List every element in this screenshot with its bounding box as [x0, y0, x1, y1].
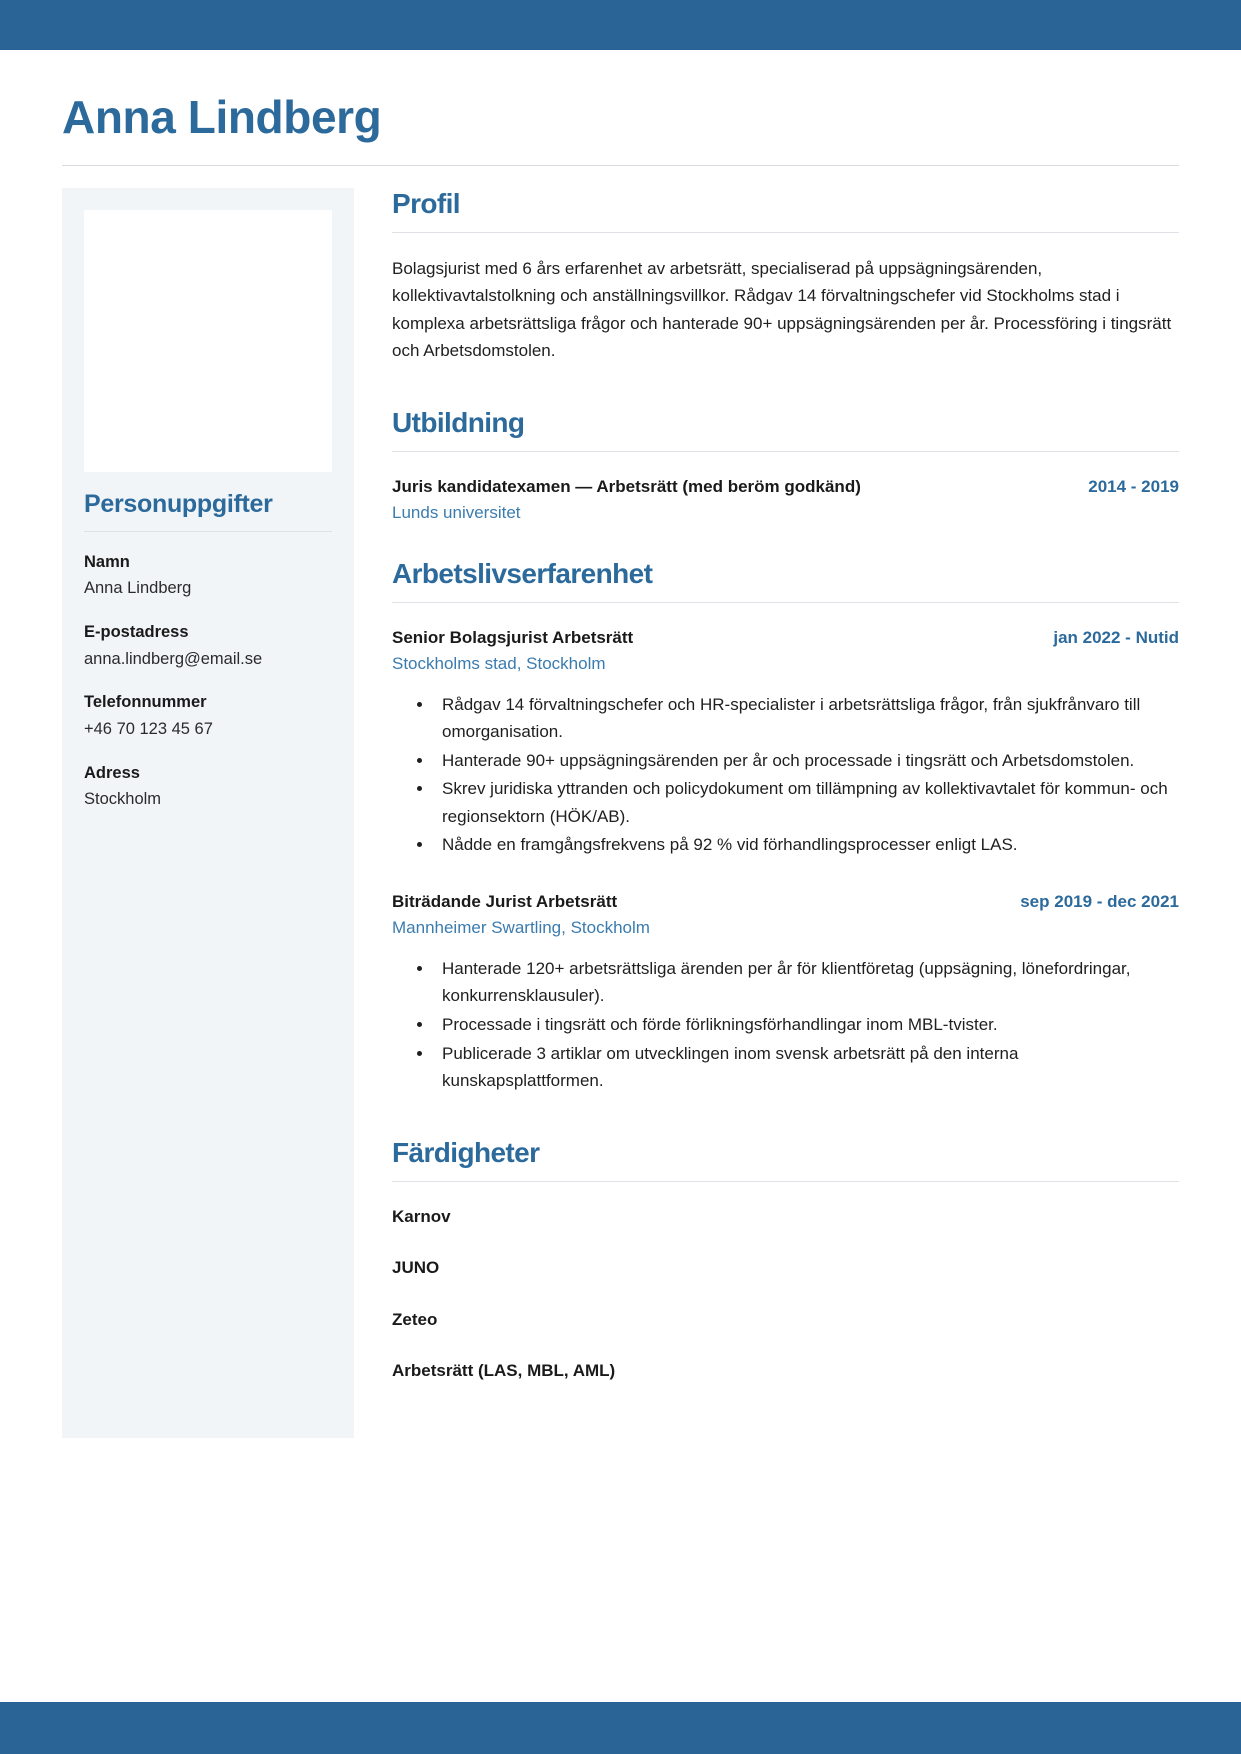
field-label: Adress	[84, 763, 140, 782]
main-column	[354, 188, 1179, 1438]
experience-employer: Stockholms stad, Stockholm	[392, 654, 606, 674]
page-content	[0, 50, 1241, 1702]
field-value: Stockholm	[84, 790, 162, 809]
experience-employer: Mannheimer Swartling, Stockholm	[392, 918, 650, 938]
section-title-education: Utbildning	[392, 407, 1179, 452]
experience-date: jan 2022 - Nutid	[1053, 627, 1179, 647]
section-body-experience	[392, 603, 1179, 1095]
section-experience	[392, 558, 1179, 1095]
education-title: Juris kandidatexamen — Arbetsrätt (med beröm godkänd)	[392, 476, 861, 496]
experience-bullets	[392, 691, 1179, 859]
experience-bullets	[392, 955, 1179, 1095]
list-item: • Publicerade 3 artiklar om utvecklingen inom svensk arbetsrätt på den interna kunskapsplattformen.	[434, 1040, 1179, 1095]
field-label: Telefonnummer	[84, 693, 207, 712]
experience-entry	[392, 889, 1179, 1095]
sidebar-field-phone	[84, 690, 332, 742]
skill-item: JUNO	[392, 1258, 440, 1278]
sidebar-field-name	[84, 550, 332, 602]
spacer	[392, 1101, 1179, 1137]
section-title-skills: Färdigheter	[392, 1137, 1179, 1182]
entry-head	[392, 625, 1179, 651]
experience-job-title: Senior Bolagsjurist Arbetsrätt	[392, 627, 634, 647]
candidate-name: Anna Lindberg	[62, 91, 382, 143]
skill-item: Arbetsrätt (LAS, MBL, AML)	[392, 1361, 616, 1381]
profile-photo-placeholder	[84, 210, 332, 472]
list-item: • Hanterade 90+ uppsägningsärenden per år och processade i tingsrätt och Arbetsdomstolen.	[434, 747, 1179, 775]
name-header	[62, 92, 1179, 166]
experience-date: sep 2019 - dec 2021	[1020, 891, 1179, 911]
entry-head	[392, 474, 1179, 500]
top-accent-bar	[0, 0, 1241, 50]
section-title-experience: Arbetslivserfarenhet	[392, 558, 1179, 603]
section-body-education	[392, 452, 1179, 526]
field-value: Anna Lindberg	[84, 579, 192, 598]
sidebar-field-address	[84, 761, 332, 813]
entry-head	[392, 889, 1179, 915]
spacer	[392, 532, 1179, 558]
spacer	[392, 863, 1179, 889]
list-item: • Hanterade 120+ arbetsrättsliga ärenden per år för klientföretag (uppsägning, lönefordringar, konkurrensklausuler).	[434, 955, 1179, 1010]
sidebar	[62, 188, 354, 1438]
sidebar-field-email	[84, 620, 332, 672]
list-item: • Processade i tingsrätt och förde förlikningsförhandlingar inom MBL-tvister.	[434, 1011, 1179, 1039]
skill-item: Karnov	[392, 1206, 451, 1226]
experience-entry	[392, 625, 1179, 859]
list-item: • Skrev juridiska yttranden och policydokument om tillämpning av kollektivavtalet för kommun- och regionsektorn (HÖK/AB).	[434, 775, 1179, 830]
body-columns	[62, 188, 1179, 1438]
list-item: • Rådgav 14 förvaltningschefer och HR-specialister i arbetsrättsliga frågor, från sjukfrånvaro till omorganisation.	[434, 691, 1179, 746]
section-education	[392, 407, 1179, 526]
education-date: 2014 - 2019	[1088, 476, 1179, 496]
field-label: E-postadress	[84, 622, 189, 641]
section-title-profile: Profil	[392, 188, 1179, 233]
education-entry	[392, 474, 1179, 526]
section-body-skills	[392, 1182, 1179, 1384]
profile-text: Bolagsjurist med 6 års erfarenhet av arbetsrätt, specialiserad på uppsägningsärenden, kollektivavtalstolkning och anställningsvillkor. Rådgav 14 förvaltningschefer vid Stockholms stad i komplexa arbetsrättsliga frågor och hanterade 90+ uppsägningsärenden per år. Processföring i tingsrätt och Arbetsdomstolen.	[392, 258, 1172, 361]
experience-job-title: Biträdande Jurist Arbetsrätt	[392, 891, 618, 911]
bottom-accent-bar	[0, 1702, 1241, 1754]
spacer	[392, 371, 1179, 407]
section-body-profile	[392, 233, 1179, 365]
field-value: +46 70 123 45 67	[84, 719, 213, 738]
field-value: anna.lindberg@email.se	[84, 649, 263, 668]
education-institution: Lunds universitet	[392, 503, 521, 523]
field-label: Namn	[84, 552, 130, 571]
section-profile	[392, 188, 1179, 365]
list-item: • Nådde en framgångsfrekvens på 92 % vid förhandlingsprocesser enligt LAS.	[434, 831, 1179, 859]
skill-item: Zeteo	[392, 1309, 438, 1329]
sidebar-section-title-personal-details: Personuppgifter	[84, 490, 332, 532]
section-skills	[392, 1137, 1179, 1384]
